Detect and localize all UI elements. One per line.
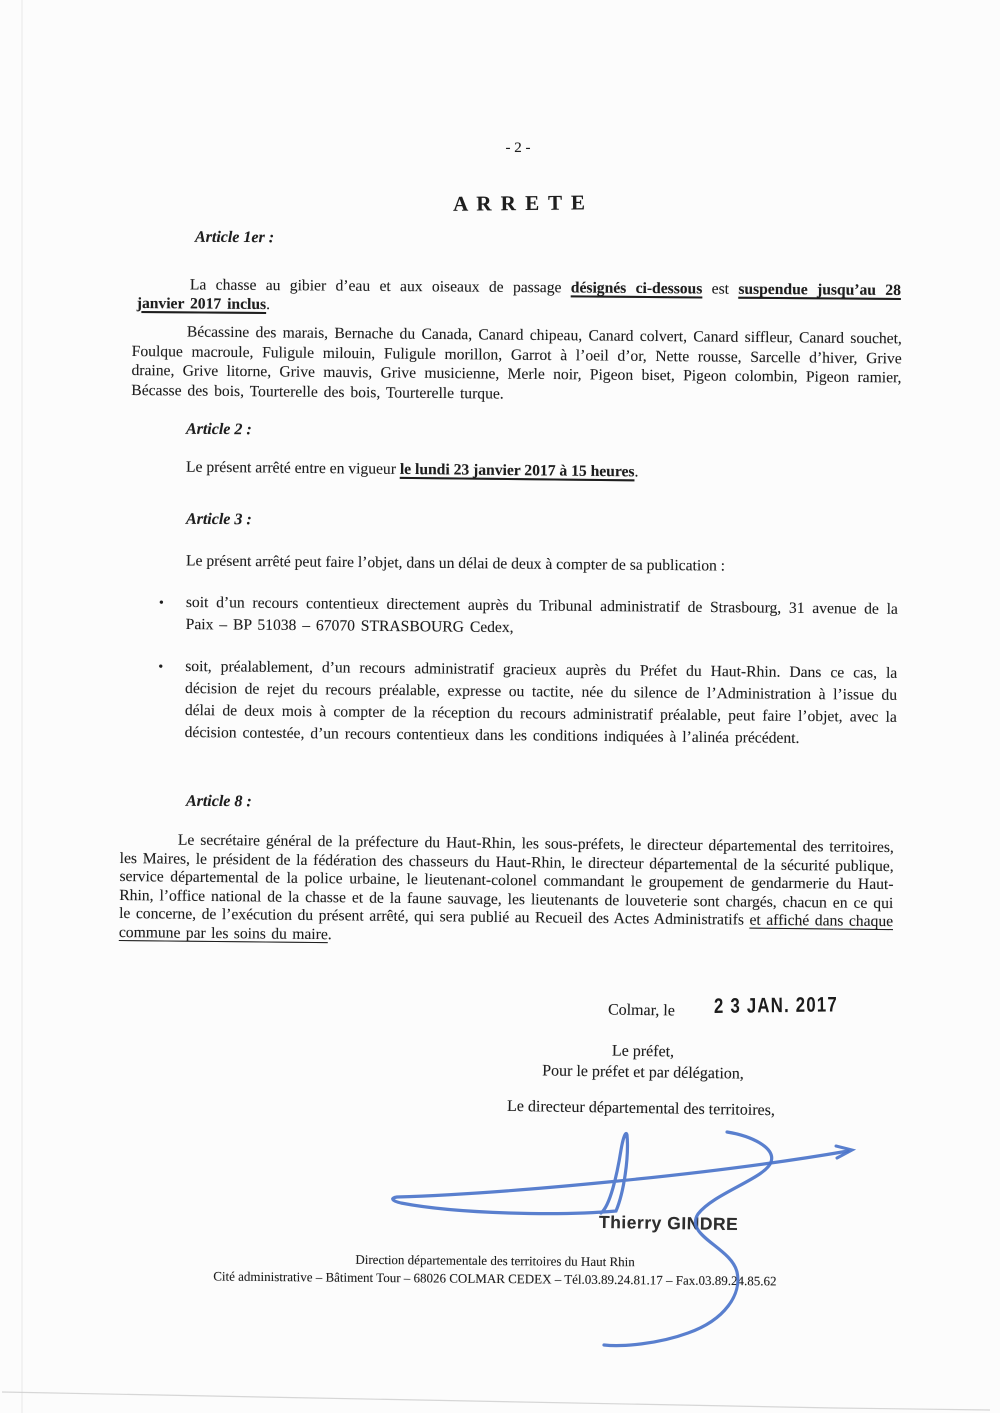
text-segment: . [266, 295, 271, 313]
delegation-line: Pour le préfet et par délégation, [542, 1062, 744, 1083]
text-segment: . [327, 926, 332, 944]
bullet-icon: • [158, 595, 164, 611]
page-number: - 2 - [505, 140, 531, 156]
emphasized-phrase: le lundi 23 janvier 2017 à 15 heures [399, 460, 635, 481]
bullet-icon: • [158, 659, 164, 675]
directeur-line: Le directeur départemental des territoires, [506, 1097, 776, 1120]
article-3-intro: Le présent arrêté peut faire l’objet, dans un délai de deux à compter de sa publication : [185, 552, 726, 575]
signature-arrow-tip [836, 1146, 852, 1158]
recours-list [158, 592, 898, 771]
signer-name: Thierry GINDRE [598, 1211, 739, 1235]
date-stamp: 2 3 JAN. 2017 [713, 993, 839, 1018]
text-segment: Le secrétaire général de la préfecture du Haut-Rhin, les sous-préfets, le directeur départemental des territoires, les Maires, le président de la fédération des chasseurs du Haut-Rhin, le directeur départemental de la sécurité publique, service départemental de la police urbaine, le lieutenant-colonel commandant le groupement de gendarmerie du Haut-Rhin, l’office national de la chasse et de la faune sauvage, les lieutenants de louveterie sont chargés, chacun en ce qui le concerne, de l’exécution du présent arrêté, qui sera publié au Recueil des Actes Administratifs [119, 831, 894, 929]
document-title: A R R E T E [452, 190, 588, 216]
date-line: Colmar, le [607, 1001, 676, 1020]
emphasized-phrase: désignés ci-dessous [570, 279, 703, 298]
underlined-phrase: et affiché dans chaque commune par les soins du maire [118, 911, 894, 944]
signature-stroke-1 [393, 1133, 848, 1213]
text-segment: . [634, 463, 639, 481]
article-2-paragraph [186, 459, 639, 482]
page-footer [95, 1249, 895, 1291]
footer-line-1: Direction départementale des territoires du Haut Rhin [355, 1251, 635, 1270]
footer-line-2: Cité administrative – Bâtiment Tour – 68026 COLMAR CEDEX – Tél.03.89.24.81.17 – Fax.03.89.24.85.62 [213, 1268, 777, 1288]
article-8-heading: Article 8 : [185, 792, 252, 811]
article-3-heading: Article 3 : [185, 510, 252, 529]
prefet-line: Le préfet, [611, 1042, 675, 1061]
signature-stroke-2 [604, 1132, 772, 1346]
article-2-heading: Article 2 : [185, 420, 252, 439]
emphasized-phrase: suspendue jusqu’au 28 janvier 2017 inclus [136, 280, 901, 313]
text-segment: est [702, 280, 739, 298]
article-1-heading: Article 1er : [194, 228, 275, 247]
list-item [158, 592, 898, 643]
scan-edge-left [21, 0, 23, 1413]
article-1-paragraph [137, 276, 901, 319]
text-segment: La chasse au gibier d’eau et aux oiseaux de passage [189, 276, 571, 297]
article-8-paragraph [119, 831, 894, 951]
list-item-text: soit, préalablement, d’un recours administratif gracieux auprès du Préfet du Haut-Rhin. Dans ce cas, la décision de rejet du recours préalable, expresse ou tactite, née du silence de l’Administration à l’issue du délai de deux mois à compter de la réception du recours administratif préalable, peut faire l’objet, avec la décision contestée, d’un recours contentieux dans les conditions indiquées à l’alinéa précédent. [184, 657, 898, 747]
text-segment: Le présent arrêté entre en vigueur [185, 458, 400, 478]
list-item [158, 656, 898, 751]
scan-edge-bottom [2, 1392, 990, 1410]
list-item-text: soit d’un recours contentieux directement auprès du Tribunal administratif de Strasbourg, 31 avenue de la Paix – BP 51038 – 67070 STRASBOURG Cedex, [185, 593, 898, 637]
species-list: Bécassine des marais, Bernache du Canada, Canard chipeau, Canard colvert, Canard siffleur, Canard souchet, Foulque macroule, Fuligule milouin, Fuligule morillon, Garrot à l’oeil d’or, Nette rousse, Sarcelle d’hiver, Grive draine, Grive litorne, Grive mauvis, Grive musicienne, Merle noir, Pigeon biset, Pigeon colombin, Pigeon ramier, Bécasse des bois, Tourterelle des bois, Tourterelle turque. [131, 323, 902, 403]
